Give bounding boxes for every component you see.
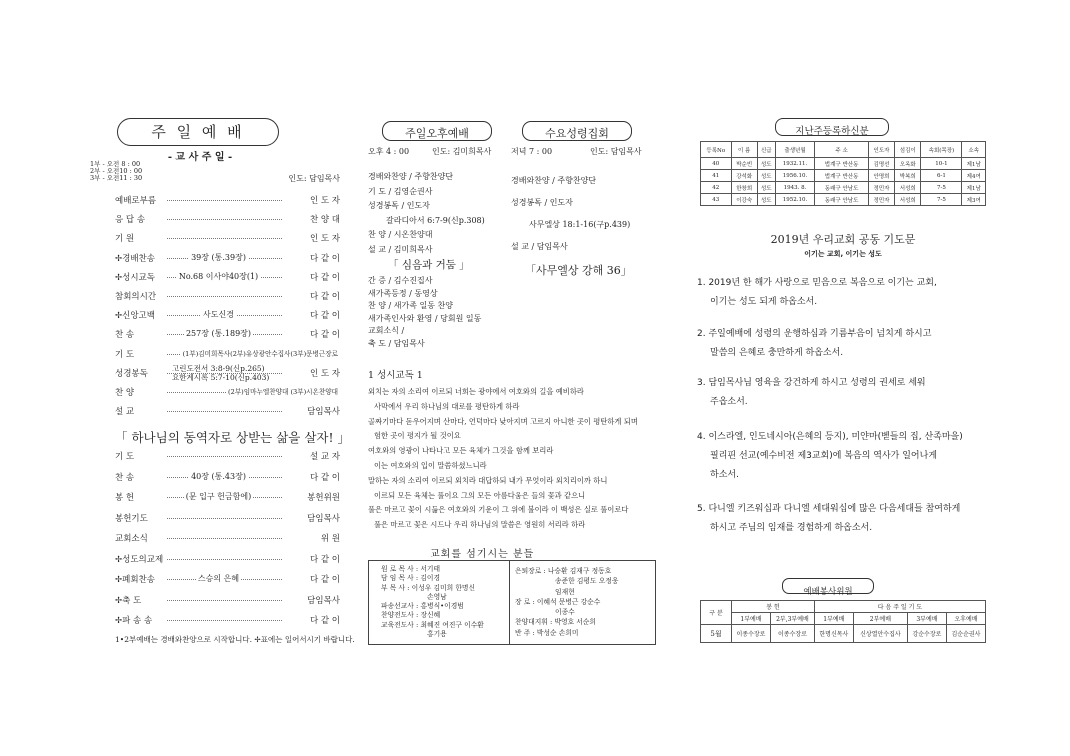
newcomers-cell: 동래구 안남도: [815, 194, 869, 206]
order-responsible: 인 도 자: [309, 234, 340, 245]
order-row: [115, 232, 340, 245]
order-row: [115, 290, 340, 303]
prayer-item: [697, 274, 987, 312]
prayer-item: [697, 500, 987, 538]
dotted-leader: [167, 296, 282, 297]
order-detail: 사도신경: [203, 310, 234, 320]
newcomers-cell: 1932.11.: [775, 158, 814, 170]
newcomers-cell: 법계구 반산동: [815, 170, 869, 182]
afternoon-line: 성경봉독 / 인도자: [368, 201, 430, 210]
order-responsible: 담임목사: [307, 513, 340, 524]
staff-line: 찬양전도사 : 장신혜: [381, 611, 441, 620]
staff-line: 찬양대지휘 : 박영호 서순희: [515, 618, 596, 627]
newcomers-cell: 김명선: [868, 158, 894, 170]
newcomers-header-cell: 등록No: [701, 142, 732, 158]
wednesday-order: [511, 170, 630, 258]
newcomers-cell: 성도: [757, 194, 775, 206]
order-detail: (1부)김미희목사(2부)유상광안수집사(3부)문병근장로: [182, 349, 338, 358]
staff-line: 부 목 사 : 이성우 김미희 한명신: [381, 583, 476, 592]
newcomers-cell: 박순빈: [731, 158, 757, 170]
footnote: 1•2부예배는 경배와찬양으로 시작합니다. ✢표에는 일어서시기 바랍니다.: [115, 635, 355, 644]
reading-line: 풀은 마르고 꽃이 시듦은 여호와의 기운이 그 위에 불이라 이 백성은 실로 풀이로다: [368, 505, 629, 515]
order-responsible: 다 같 이: [309, 575, 340, 585]
reading-line: 이는 여호와의 입이 말씀하셨느니라: [374, 460, 487, 470]
wednesday-line: 사무엘상 18:1-16(구p.439): [529, 220, 631, 229]
newcomers-table: [700, 141, 986, 206]
order-detail: 257장 (통.189장): [185, 329, 252, 339]
newcomers-cell: 한창희: [731, 182, 757, 194]
newcomers-cell: 동래구 안남도: [815, 182, 869, 194]
newcomers-cell: 정민자: [868, 182, 894, 194]
order-label: ✢성도의교제: [115, 554, 164, 565]
order-label: 설 교: [115, 407, 135, 418]
reading-line: 여호와의 영광이 나타나고 모든 육체가 그것을 함께 보리라: [368, 446, 554, 456]
order-detail: 39장 (통.39장): [191, 252, 246, 262]
service-subhead-cell: 2부,3부예배: [771, 613, 815, 625]
order-responsible: 다 같 이: [309, 311, 340, 322]
prayer-line: 3. 담임목사님 영육을 강건하게 하시고 성령의 권세로 세워: [697, 378, 926, 388]
order-label: 참회의시간: [115, 292, 157, 302]
staff-right: [515, 566, 618, 638]
prayer-line: 말씀의 은혜로 충만하게 하옵소서.: [710, 348, 844, 358]
order-responsible: 담임목사: [307, 595, 340, 606]
staff-line: 담 임 목 사 : 김이경: [381, 574, 441, 583]
order-row: [115, 309, 340, 322]
staff-left: [381, 565, 484, 639]
afternoon-line: 찬 양 / 새가족 일동 찬양: [368, 301, 453, 310]
prayer-subtitle: 이기는 교회, 이기는 성도: [804, 250, 882, 258]
main-service-subtitle: - 교 사 주 일 -: [167, 152, 233, 163]
newcomers-cell: 40: [701, 158, 732, 170]
staff-line: 손영남: [427, 592, 447, 601]
newcomers-cell: 성도: [757, 182, 775, 194]
newcomers-cell: 오옥화: [895, 158, 921, 170]
reading-line: 이르되 모든 육체는 풀이요 그의 모든 아름다움은 들의 꽃과 같으니: [374, 490, 586, 500]
prayer-line: 1. 2019년 한 해가 사랑으로 믿음으로 복음으로 이기는 교회,: [697, 278, 937, 288]
service-title: 예배봉사위원: [803, 587, 853, 597]
prayer-item: [697, 374, 987, 412]
prayer-line: 5. 다니엘 키즈워십과 다니엘 세대워십에 많은 다음세대들 참여하게: [697, 504, 961, 514]
service-time: 1부 - 오전 8 : 00: [90, 160, 141, 168]
order-row: [115, 471, 340, 484]
newcomers-header-cell: 인도자: [868, 142, 894, 158]
afternoon-sermon: 「 심음과 거둠 」: [388, 259, 470, 271]
afternoon-line: 새가족등정 / 동영상: [368, 288, 438, 298]
service-subhead-row: [701, 613, 986, 625]
service-subhead-cell: 3부예배: [907, 613, 946, 625]
order-responsible: 찬 양 대: [309, 215, 340, 226]
order-row: [115, 252, 340, 265]
newcomers-cell: 42: [701, 182, 732, 194]
afternoon-order: [368, 170, 485, 257]
service-times: [90, 161, 142, 182]
responsive-reading: [368, 385, 638, 533]
staff-line: 은퇴장로 : 나승환 김재구 정동호: [515, 567, 612, 575]
dotted-leader: [167, 538, 282, 539]
service-head-cell: 봉 헌: [732, 601, 815, 613]
order-row: [115, 271, 340, 284]
prayer-item: [697, 325, 987, 363]
afternoon-line: 설 교 / 김미희목사: [368, 244, 433, 254]
reading-line: 사막에서 우리 하나님의 대로를 평탄하게 하라: [374, 401, 520, 411]
newcomers-cell: 7-5: [921, 194, 962, 206]
afternoon-leader: 인도: 김미희목사: [432, 147, 492, 156]
order-responsible: 인 도 자: [309, 368, 340, 379]
newcomers-title-box: [775, 118, 889, 136]
order-row: [115, 594, 340, 607]
newcomers-cell: 1956.10.: [775, 170, 814, 182]
dotted-leader: [167, 238, 282, 239]
order-row: [115, 450, 340, 463]
afternoon-line: 교회소식 /: [368, 326, 405, 335]
newcomers-header-cell: 속회(목장): [921, 142, 962, 158]
order-label: ✢축 도: [115, 595, 142, 606]
afternoon-title: 주일오후예배: [405, 127, 469, 140]
prayer-line: 2. 주일예배에 성령의 운행하심과 기름부음이 넘치게 하시고: [697, 329, 932, 339]
dotted-leader: [167, 600, 282, 601]
staff-line: 송준한 김평도 오정웅: [555, 577, 619, 586]
dotted-leader: [167, 411, 282, 412]
service-subhead-cell: 2부예배: [853, 613, 907, 625]
prayer-line: 주옵소서.: [710, 397, 748, 407]
order-responsible: 다 같 이: [309, 472, 340, 483]
service-row: [701, 625, 986, 643]
afternoon-line: 기 도 / 김영순권사: [368, 186, 433, 196]
order-label: ✢성시교독: [115, 272, 155, 283]
reading-line: 외치는 자의 소리여 이르되 너희는 광야에서 여호와의 길을 예비하라: [368, 387, 584, 396]
service-cell: 이종수장로: [732, 625, 771, 643]
order-label: 찬 송: [115, 330, 135, 341]
service-table: [700, 600, 986, 643]
order-row: [115, 213, 340, 226]
afternoon-line: 간 증 / 김수진집사: [368, 276, 433, 285]
prayer-line: 필리핀 선교(예수비전 제3교회)에 복음의 역사가 일어나게: [710, 451, 938, 461]
dotted-leader: [167, 559, 282, 560]
newcomers-cell: 법계구 반산동: [815, 158, 869, 170]
wednesday-title-box: [522, 121, 632, 141]
afternoon-line: 축 도 / 담임목사: [368, 338, 425, 348]
order-label: ✢경배찬송: [115, 253, 155, 264]
wednesday-title: 수요성령집회: [545, 127, 609, 140]
order-label: 기 도: [115, 452, 135, 462]
wednesday-sermon: 「사무엘상 강해 36」: [525, 264, 632, 277]
order-label: 예배로부름: [115, 196, 157, 206]
dotted-leader: [167, 518, 282, 519]
service-cell: 이종수장로: [771, 625, 815, 643]
newcomers-cell: 강석화: [731, 170, 757, 182]
order-label: 봉 헌: [115, 493, 135, 503]
staff-box: [368, 560, 656, 645]
afternoon-line: 경배와찬양 / 주향찬양단: [368, 172, 454, 181]
reading-title: 1 성시교독 1: [368, 370, 423, 381]
prayer-line: 4. 이스라엘, 인도네시아(은혜의 등지), 미얀마(벧들의 집, 산족마을): [697, 432, 963, 442]
newcomers-title: 지난주등록하신분: [795, 126, 869, 137]
order-responsible: 다 같 이: [309, 616, 340, 626]
staff-line: 장 로 : 이혜석 문병근 강순수: [515, 597, 601, 606]
reading-line: 골짜기마다 돋우어지며 산마다, 언덕마다 낮아지며 고르지 아니한 곳이 평탄하게 되며: [368, 416, 638, 426]
order-responsible: 인 도 자: [309, 196, 340, 206]
newcomers-header-cell: 이 름: [731, 142, 757, 158]
order-responsible: 다 같 이: [309, 292, 340, 302]
order-row: [115, 512, 340, 525]
order-responsible: 위 원: [320, 534, 340, 544]
staff-line: 원 로 목 사 : 서기태: [381, 565, 441, 573]
order-row: [115, 405, 340, 418]
order-row: [115, 491, 340, 504]
newcomers-cell: 제1남: [962, 182, 986, 194]
order-responsible: 봉헌위원: [307, 493, 340, 503]
staff-line: 이종수: [555, 608, 575, 617]
newcomers-cell: 43: [701, 194, 732, 206]
service-leader: 인도: 담임목사: [288, 174, 340, 183]
afternoon-line: 갈라디아서 6:7-9(신p.308): [386, 215, 485, 225]
newcomers-header-row: [701, 142, 986, 158]
newcomers-header-cell: 신급: [757, 142, 775, 158]
newcomers-cell: 10-1: [921, 158, 962, 170]
newcomers-cell: 제1남: [962, 158, 986, 170]
scripture-ref: 요한계시록 5:7-10(신p.403): [172, 373, 270, 382]
order-row: [115, 614, 340, 627]
newcomers-cell: 제4여: [962, 170, 986, 182]
service-time: 3부 - 오전11 : 30: [90, 174, 143, 182]
order-label: 기 원: [115, 234, 135, 245]
order-detail: (문 입구 헌금함에): [185, 492, 252, 501]
order-row: [115, 348, 340, 361]
order-label: 찬 송: [115, 472, 135, 483]
wednesday-line: 성경봉독 / 인도자: [511, 198, 573, 207]
main-service-title: 주 일 예 배: [151, 123, 245, 141]
staff-line: 반 주 : 박성순 손희미: [515, 628, 579, 637]
reading-line: 말하는 자의 소리여 이르되 외치라 대답하되 내가 무엇이라 외치리이까 하니: [368, 475, 608, 485]
newcomers-cell: 안명희: [868, 170, 894, 182]
order-row: [115, 553, 340, 566]
service-head-cell: 다 음 주 일 기 도: [814, 601, 985, 613]
newcomers-row: [701, 158, 986, 170]
order-responsible: 다 같 이: [309, 253, 340, 264]
newcomers-cell: 성도: [757, 170, 775, 182]
service-cell: 김순순권사: [946, 625, 985, 643]
service-cell: 신상열안수집사: [853, 625, 907, 643]
service-title-box: [782, 578, 874, 597]
prayer-line: 이기는 성도 되게 하옵소서.: [710, 297, 818, 307]
service-subhead-cell: 1부예배: [732, 613, 771, 625]
order-label: ✢신앙고백: [115, 311, 155, 322]
dotted-leader: [167, 456, 282, 457]
newcomers-cell: 서성희: [895, 194, 921, 206]
newcomers-header-cell: 주 소: [815, 142, 869, 158]
reading-line: 험한 곳이 평지가 될 것이요: [374, 431, 461, 441]
afternoon-time: 오후 4 : 00: [368, 147, 410, 156]
order-row: [115, 573, 340, 586]
prayer-line: 하소서.: [710, 470, 739, 480]
newcomers-header-cell: 섬김이: [895, 142, 921, 158]
newcomers-cell: 이강숙: [731, 194, 757, 206]
newcomers-cell: 서성희: [895, 182, 921, 194]
newcomers-cell: 1952.10.: [775, 194, 814, 206]
order-label: 교회소식: [115, 534, 148, 544]
newcomers-cell: 7-5: [921, 182, 962, 194]
staff-title: 교회를 섬기시는 분들: [430, 549, 535, 560]
order-detail: No.68 이사야40장(1): [178, 271, 259, 281]
order-row: [115, 532, 340, 545]
newcomers-cell: 제3여: [962, 194, 986, 206]
service-head-cell: 구 분: [701, 601, 732, 625]
order-detail: 스승의 은혜: [197, 574, 240, 583]
order-detail: (2부)임마누엘찬양대 (3부)시온찬양대: [228, 388, 338, 396]
order-row: [115, 386, 340, 399]
prayer-item: [697, 428, 987, 485]
service-time: 2부 - 오전10 : 00: [90, 167, 143, 175]
prayer-line: 하시고 주님의 임재를 경험하게 하옵소서.: [710, 523, 873, 533]
sermon-title: 「 하나님의 동역자로 상받는 삶을 살자! 」: [115, 430, 350, 445]
scripture-ref: 고린도전서 3:8-9(신p.265): [172, 364, 265, 373]
wednesday-line: 설 교 / 담임목사: [511, 242, 568, 251]
service-head-row: [701, 601, 986, 613]
dotted-leader: [167, 200, 282, 201]
order-label: 성경봉독: [115, 368, 148, 379]
service-subhead-cell: 오후예배: [946, 613, 985, 625]
newcomers-row: [701, 170, 986, 182]
afternoon-line: 찬 양 / 시온찬양대: [368, 230, 433, 239]
wednesday-leader: 인도: 담임목사: [590, 147, 642, 156]
afternoon-order-2: [368, 275, 481, 350]
newcomers-header-cell: 출생년월: [775, 142, 814, 158]
order-row: [115, 194, 340, 207]
order-label: 찬 양: [115, 388, 135, 398]
order-responsible: 설 교 자: [309, 452, 340, 462]
wednesday-line: 경배와찬양 / 주향찬양단: [511, 176, 597, 185]
afternoon-title-box: [382, 121, 492, 141]
order-responsible: 담임목사: [307, 407, 340, 418]
order-label: ✢폐회찬송: [115, 575, 155, 585]
order-label: 기 도: [115, 349, 135, 360]
newcomers-cell: 정민자: [868, 194, 894, 206]
service-subhead-cell: 1부예배: [814, 613, 853, 625]
order-row: [115, 328, 340, 341]
order-label: ✢파 송 송: [115, 616, 153, 626]
order-label: 봉헌기도: [115, 513, 148, 524]
newcomers-header-cell: 소속: [962, 142, 986, 158]
reading-line: 풀은 마르고 꽃은 시드나 우리 하나님의 말씀은 영원히 서리라 하라: [374, 520, 586, 530]
dotted-leader: [167, 620, 282, 621]
scripture-references: [172, 364, 269, 382]
newcomers-cell: 6-1: [921, 170, 962, 182]
service-month: 5월: [701, 625, 732, 643]
service-cell: 한명신목사: [814, 625, 853, 643]
order-detail: 40장 (통.43장): [191, 471, 246, 481]
staff-line: 파송선교사 : 홍병식•이경범: [381, 602, 464, 611]
newcomers-row: [701, 182, 986, 194]
newcomers-cell: 41: [701, 170, 732, 182]
staff-line: 교육전도사 : 최혜진 여진구 이수환: [381, 620, 484, 629]
order-label: 응 답 송: [115, 215, 146, 226]
dotted-leader: [167, 219, 282, 220]
staff-line: 홍기용: [427, 630, 447, 639]
staff-line: 임재현: [555, 587, 575, 596]
newcomers-cell: 성도: [757, 158, 775, 170]
order-responsible: 다 같 이: [309, 554, 340, 565]
order-responsible: 다 같 이: [309, 272, 340, 283]
order-responsible: 다 같 이: [309, 330, 340, 341]
newcomers-row: [701, 194, 986, 206]
wednesday-time: 저녁 7 : 00: [511, 147, 553, 156]
main-service-title-box: [117, 118, 279, 146]
newcomers-cell: 박복희: [895, 170, 921, 182]
prayer-title: 2019년 우리교회 공동 기도문: [770, 233, 916, 246]
afternoon-line: 새가족인사와 환영 / 당회원 일동: [368, 313, 482, 323]
service-cell: 강순수장로: [907, 625, 946, 643]
newcomers-cell: 1943. 8.: [775, 182, 814, 194]
